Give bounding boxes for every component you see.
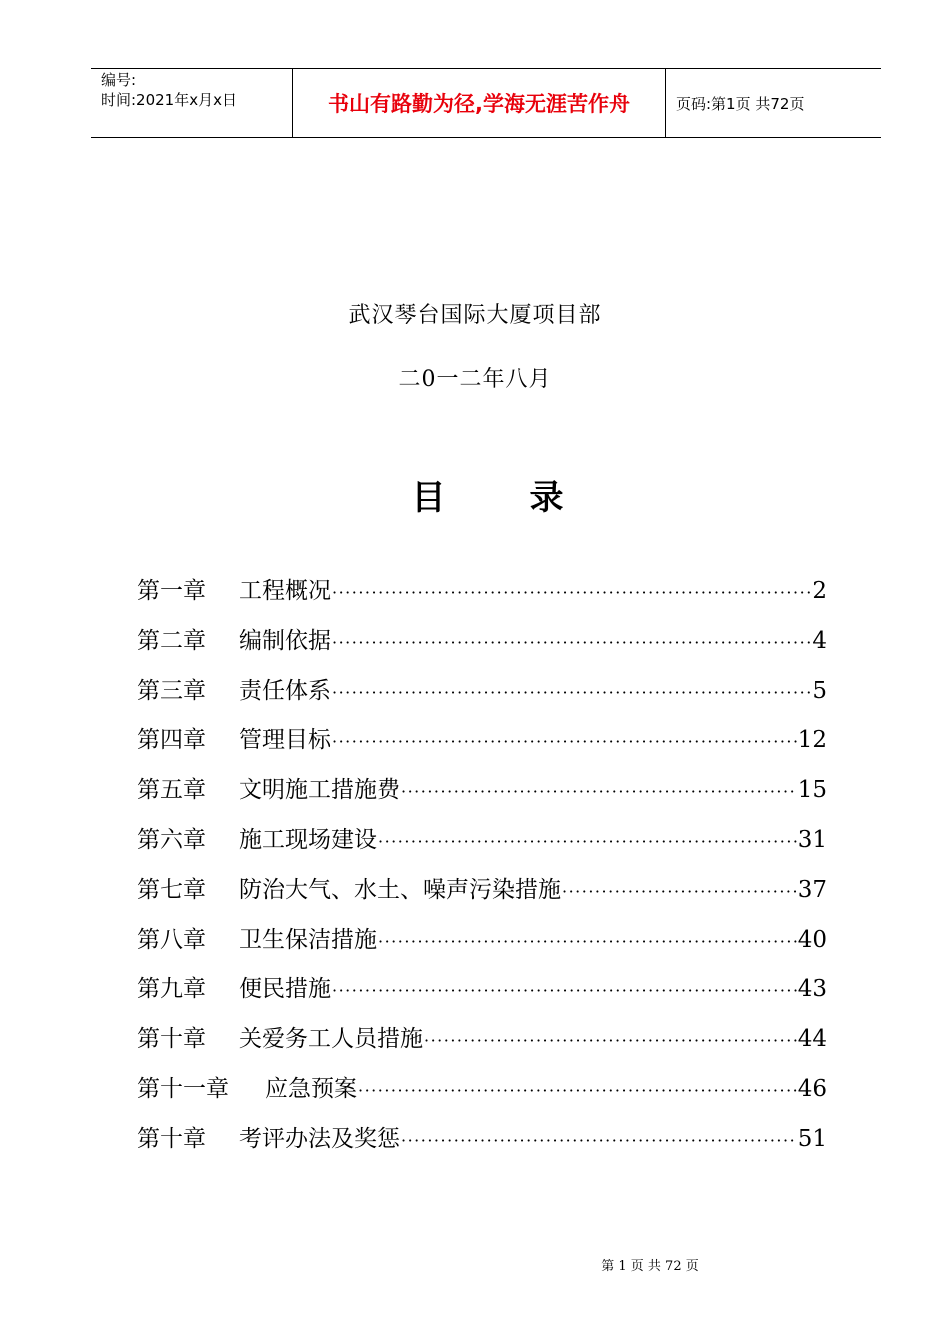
toc-leader-dots — [358, 1081, 797, 1100]
toc-entry-title: 防治大气、水土、噪声污染措施 — [239, 876, 561, 903]
page-footer: 第 1 页 共 72 页 — [601, 1259, 699, 1274]
toc-leader-dots — [332, 583, 811, 602]
toc-chapter: 第十章 — [137, 1026, 206, 1053]
toc-leader-dots — [332, 732, 797, 751]
toc-entry-title: 便民措施 — [239, 976, 331, 1003]
toc-leader-dots — [332, 633, 811, 652]
toc-chapter: 第十一章 — [137, 1075, 229, 1102]
toc-entry[interactable] — [137, 1020, 827, 1070]
toc-page-number: 5 — [812, 677, 827, 704]
toc-entry[interactable] — [137, 1070, 827, 1120]
toc-entry-title: 考评办法及奖惩 — [239, 1125, 400, 1152]
toc-entry[interactable] — [137, 622, 827, 672]
document-date: 二0一二年八月 — [398, 367, 552, 392]
toc-chapter: 第七章 — [137, 876, 206, 903]
toc-page-number: 2 — [812, 578, 827, 604]
toc-leader-dots — [378, 932, 797, 951]
header-meta — [91, 69, 293, 137]
toc-leader-dots — [401, 782, 797, 801]
toc-page-number: 4 — [812, 627, 827, 654]
toc-page-number: 46 — [797, 1075, 827, 1102]
toc-entry-title: 管理目标 — [239, 727, 331, 754]
toc-chapter: 第五章 — [137, 777, 206, 804]
toc-entry[interactable] — [137, 721, 827, 771]
toc-page-number: 15 — [797, 777, 827, 804]
table-of-contents — [137, 572, 827, 1170]
toc-chapter: 第六章 — [137, 826, 206, 853]
toc-leader-dots — [562, 882, 797, 901]
toc-chapter: 第十章 — [137, 1125, 206, 1152]
toc-page-number: 40 — [797, 926, 827, 953]
toc-entry[interactable] — [137, 672, 827, 722]
toc-leader-dots — [332, 683, 811, 702]
toc-entry-title: 关爱务工人员措施 — [239, 1026, 423, 1053]
toc-title — [0, 470, 950, 519]
toc-chapter: 第四章 — [137, 727, 206, 754]
page-header — [91, 68, 881, 138]
toc-title-char: 录 — [529, 478, 564, 518]
header-page-info: 页码:第1页 共72页 — [676, 94, 805, 113]
toc-entry-title: 文明施工措施费 — [239, 777, 400, 804]
toc-page-number: 37 — [797, 876, 827, 903]
toc-page-number: 51 — [797, 1125, 827, 1152]
toc-entry[interactable] — [137, 871, 827, 921]
toc-page-number: 43 — [797, 976, 827, 1003]
toc-entry-title: 工程概况 — [239, 578, 331, 604]
toc-entry[interactable] — [137, 970, 827, 1020]
toc-page-number: 12 — [797, 727, 827, 754]
toc-entry[interactable] — [137, 1120, 827, 1170]
toc-page-number: 44 — [797, 1026, 827, 1053]
toc-entry[interactable] — [137, 771, 827, 821]
toc-page-number: 31 — [797, 826, 827, 853]
toc-entry-title: 卫生保洁措施 — [239, 926, 377, 953]
toc-chapter: 第八章 — [137, 926, 206, 953]
toc-chapter: 第二章 — [137, 627, 206, 654]
toc-entry-title: 责任体系 — [239, 677, 331, 704]
header-motto: 书山有路勤为径,学海无涯苦作舟 — [293, 69, 666, 137]
toc-chapter: 第三章 — [137, 677, 206, 704]
number-label: 编号: — [101, 71, 137, 89]
toc-leader-dots — [401, 1131, 797, 1150]
toc-leader-dots — [332, 981, 797, 1000]
toc-entry-title: 应急预案 — [265, 1075, 357, 1102]
toc-chapter: 第九章 — [137, 976, 206, 1003]
toc-leader-dots — [424, 1031, 797, 1050]
time-label: 时间:2021年x月x日 — [101, 91, 237, 109]
toc-entry[interactable] — [137, 572, 827, 622]
toc-entry-title: 施工现场建设 — [239, 826, 377, 853]
toc-title-char: 目 — [411, 478, 446, 518]
toc-chapter: 第一章 — [137, 578, 206, 604]
toc-entry[interactable] — [137, 821, 827, 871]
toc-leader-dots — [378, 832, 797, 851]
organization-name: 武汉琴台国际大厦项目部 — [348, 303, 602, 328]
toc-entry[interactable] — [137, 921, 827, 971]
toc-entry-title: 编制依据 — [239, 627, 331, 654]
